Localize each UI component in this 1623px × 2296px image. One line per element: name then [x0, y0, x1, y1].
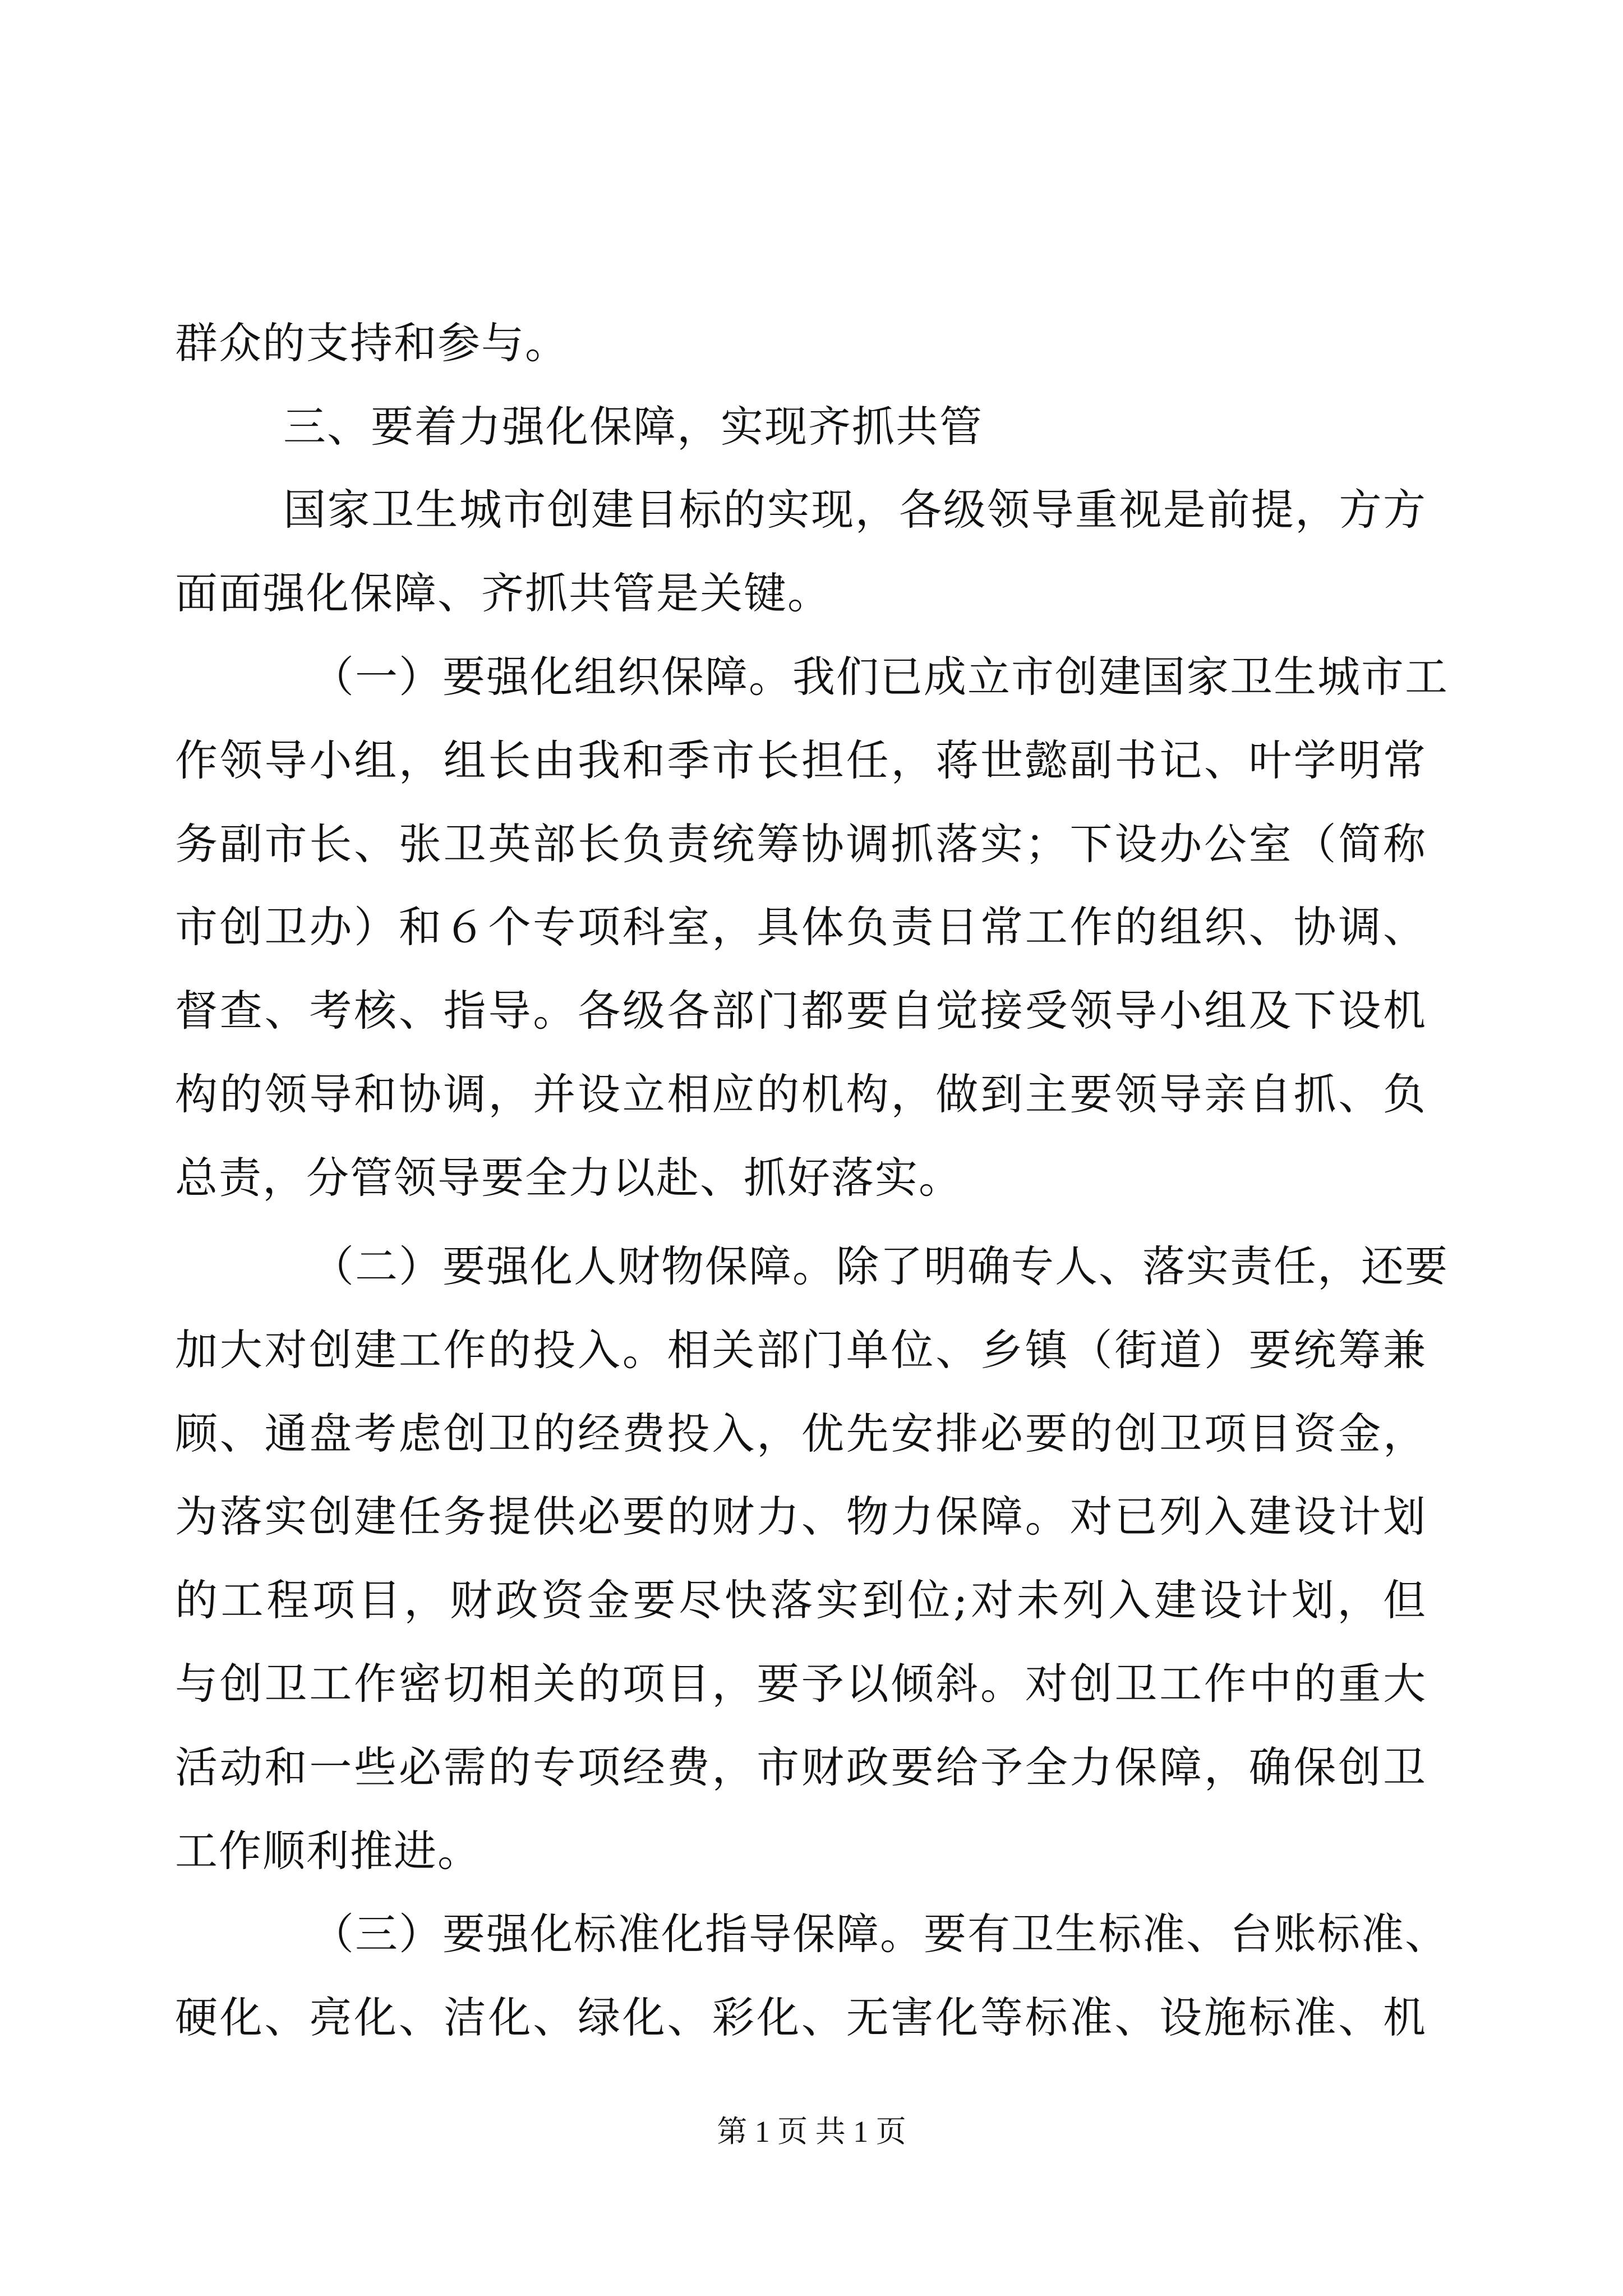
- text-line: 务副市长、张卫英部长负责统筹协调抓落实；下设办公室（简称: [175, 819, 1427, 869]
- text-line: 与创卫工作密切相关的项目，要予以倾斜。对创卫工作中的重大: [175, 1659, 1427, 1709]
- text-line: 市创卫办）和６个专项科室，具体负责日常工作的组织、协调、: [175, 902, 1427, 952]
- text-line: 作领导小组，组长由我和季市长担任，蒋世懿副书记、叶学明常: [175, 735, 1427, 785]
- page-number: 第 1 页 共 1 页: [717, 2115, 906, 2148]
- text-line: 督查、考核、指导。各级各部门都要自觉接受领导小组及下设机: [175, 986, 1427, 1036]
- text-line: 工作顺利推进。: [175, 1826, 481, 1876]
- text-line: 顾、通盘考虑创卫的经费投入，优先安排必要的创卫项目资金，: [175, 1409, 1427, 1458]
- text-line: （一）要强化组织保障。我们已成立市创建国家卫生城市工: [311, 652, 1449, 702]
- text-line: 硬化、亮化、洁化、绿化、彩化、无害化等标准、设施标准、机: [175, 1993, 1427, 2042]
- section-heading: 三、要着力强化保障，实现齐抓共管: [283, 402, 983, 452]
- text-line: 面面强化保障、齐抓共管是关键。: [175, 568, 831, 618]
- text-line: （二）要强化人财物保障。除了明确专人、落实责任，还要: [311, 1241, 1449, 1291]
- text-line: 国家卫生城市创建目标的实现，各级领导重视是前提，方方: [283, 485, 1427, 535]
- text-line: 构的领导和协调，并设立相应的机构，做到主要领导亲自抓、负: [175, 1069, 1427, 1119]
- text-line: （三）要强化标准化指导保障。要有卫生标准、台账标准、: [311, 1909, 1449, 1959]
- text-line: 活动和一些必需的专项经费，市财政要给予全力保障，确保创卫: [175, 1742, 1427, 1792]
- text-line: 总责，分管领导要全力以赴、抓好落实。: [175, 1153, 962, 1203]
- text-line: 为落实创建任务提供必要的财力、物力保障。对已列入建设计划: [175, 1492, 1427, 1542]
- text-line: 加大对创建工作的投入。相关部门单位、乡镇（街道）要统筹兼: [175, 1325, 1427, 1375]
- text-line: 的工程项目，财政资金要尽快落实到位;对未列入建设计划，但: [175, 1575, 1427, 1625]
- text-line: 群众的支持和参与。: [175, 318, 569, 368]
